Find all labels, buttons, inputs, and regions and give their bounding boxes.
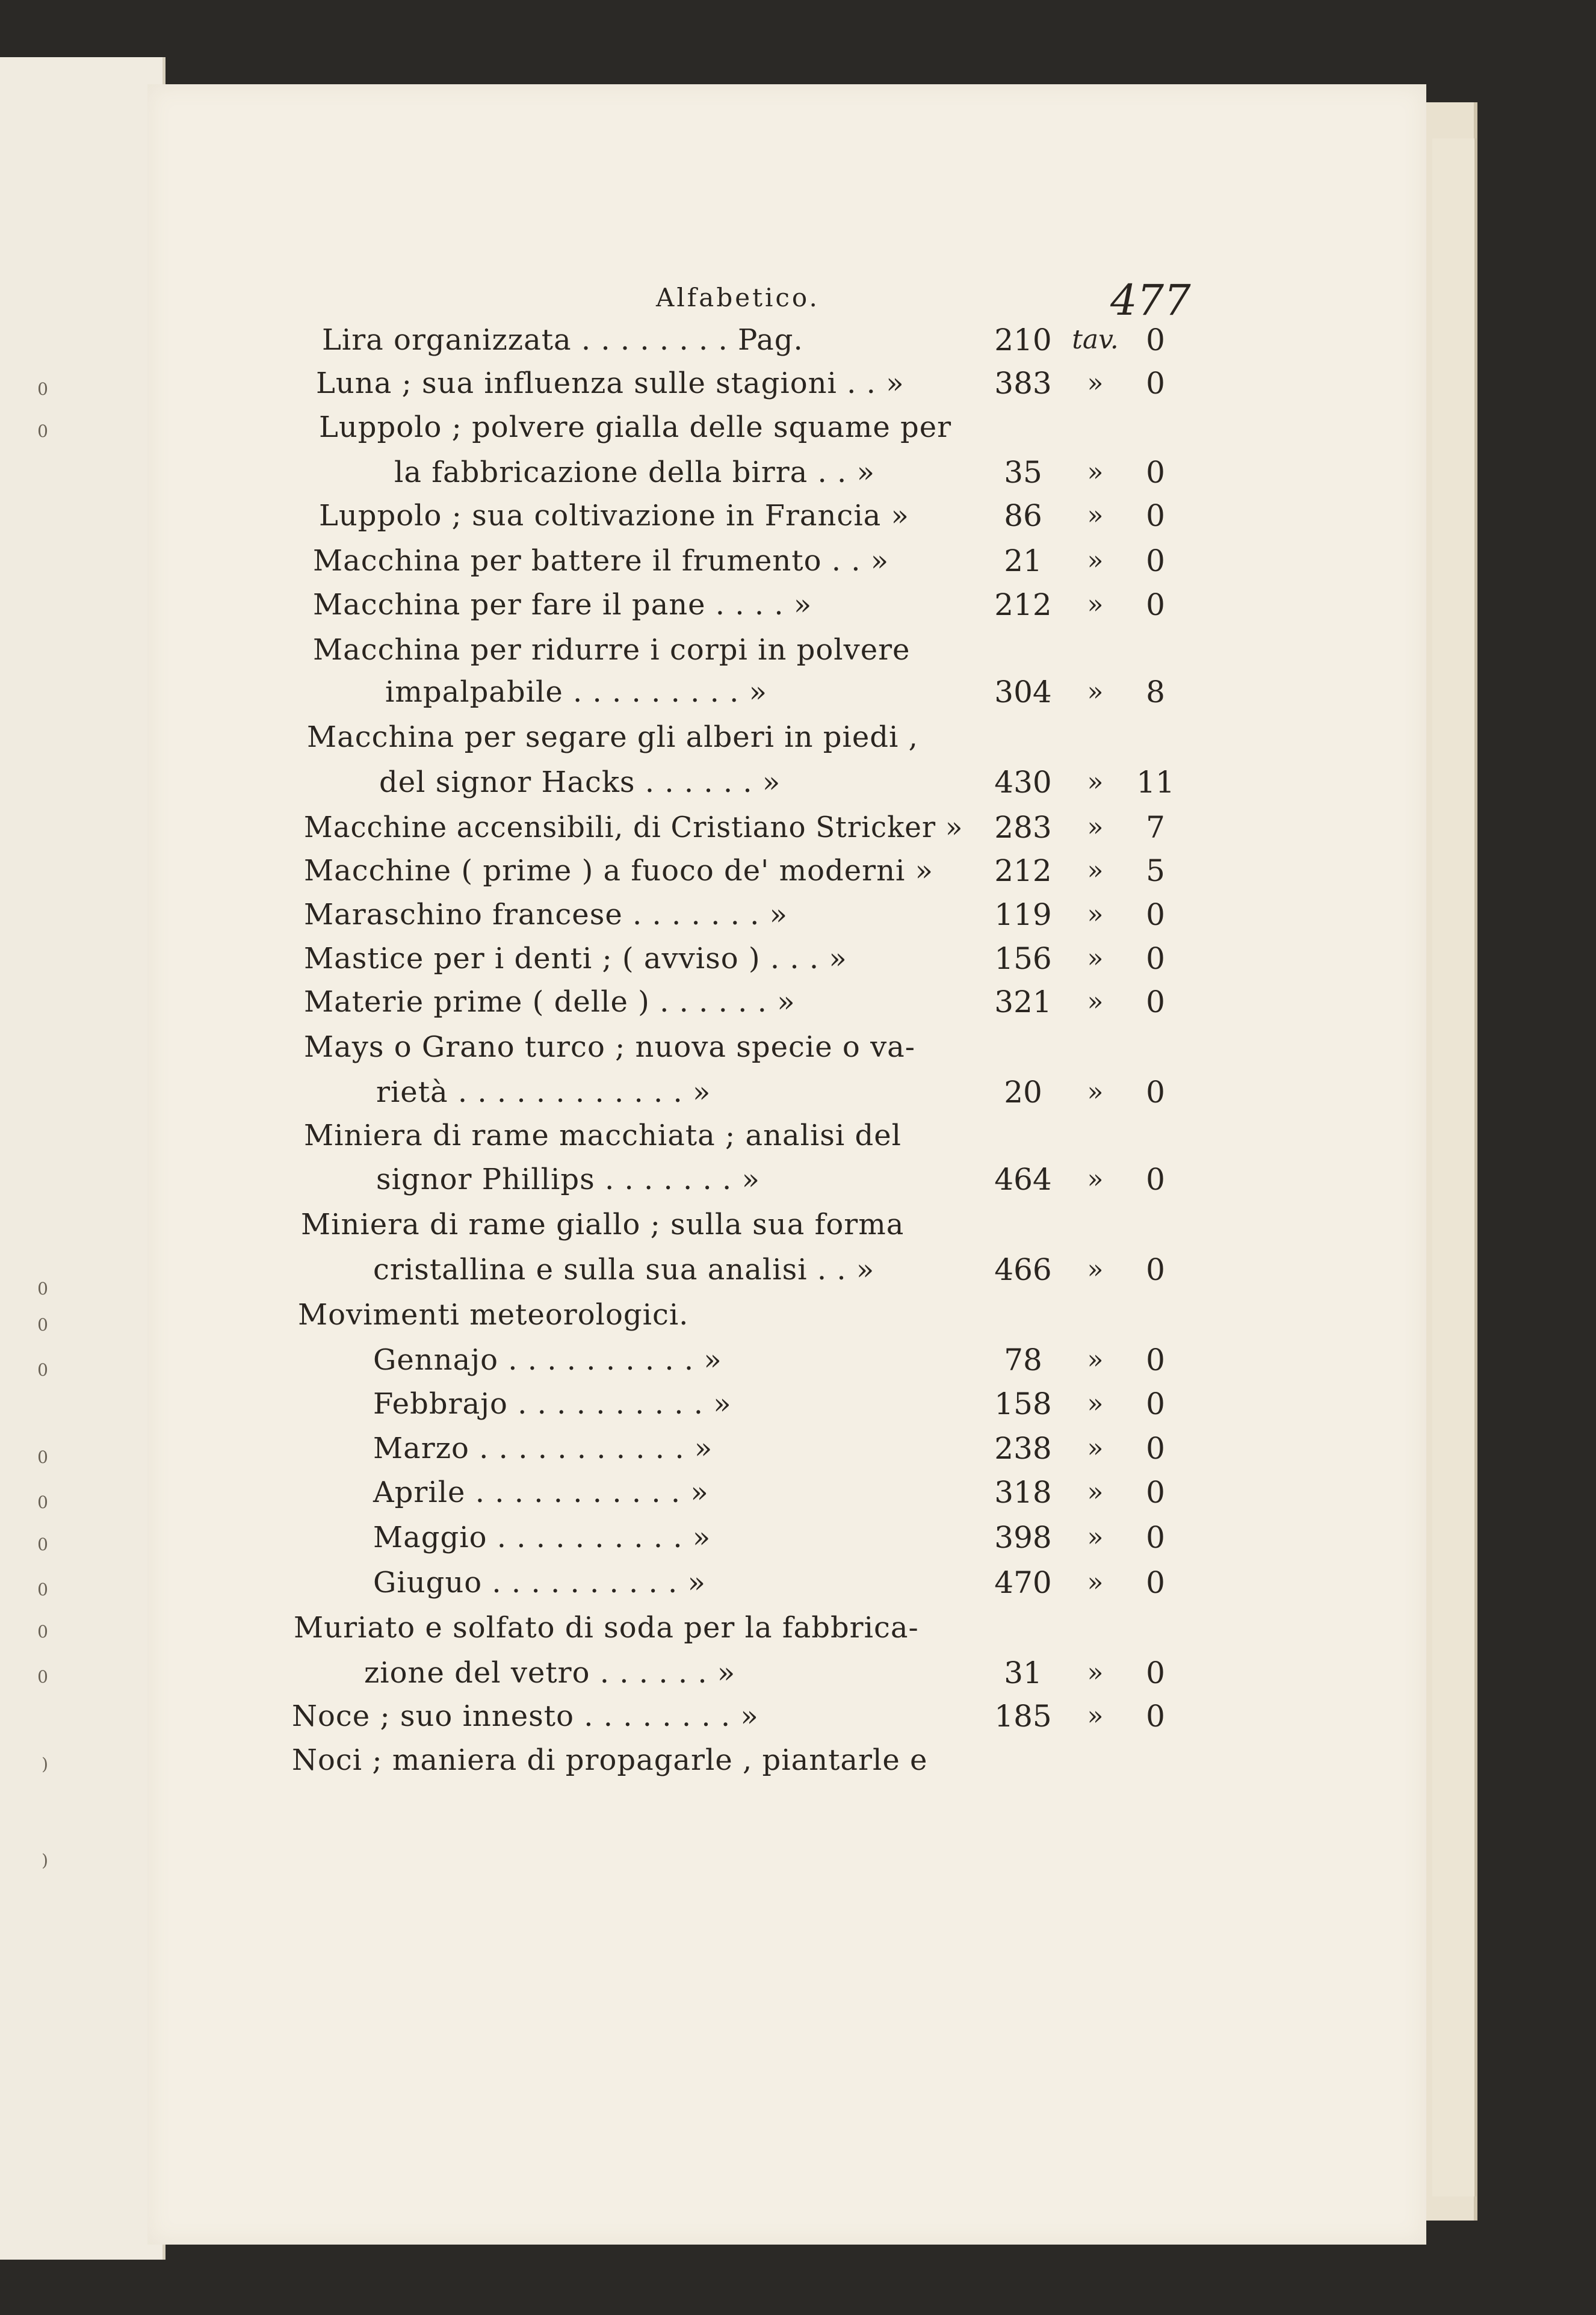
entry-plate-label: » [1087,1477,1104,1507]
entry-text: cristallina e sulla sua analisi . . » [373,1253,875,1287]
entry-page: 21 [1004,543,1042,578]
entry-plate-label: » [1087,1433,1104,1463]
entry-plate: 0 [1146,455,1165,490]
entry-page: 283 [994,810,1052,845]
index-entry [0,406,1596,448]
facing-page-mark: 0 [37,1315,48,1335]
index-entry [0,1471,1596,1513]
index-entry [0,540,1596,582]
facing-page-mark: 0 [37,1622,48,1642]
entry-plate: 0 [1146,1475,1165,1510]
index-entry [0,1339,1596,1381]
entry-plate: 0 [1146,366,1165,401]
entry-plate-label: » [1087,1344,1104,1375]
entry-page: 210 [994,323,1052,357]
entry-text: Macchina per fare il pane . . . . » [313,588,812,622]
entry-page: 466 [994,1252,1052,1287]
entry-text: Mays o Grano turco ; nuova specie o va- [304,1030,916,1064]
entry-plate-label: » [1087,1254,1104,1285]
entry-page: 430 [994,765,1052,800]
entry-plate-label: » [1087,368,1104,398]
entry-page: 304 [994,675,1052,709]
index-entry [0,1026,1596,1068]
entry-text: rietà . . . . . . . . . . . . » [376,1075,711,1109]
index-entry [0,806,1596,848]
facing-page-mark: 0 [37,1360,48,1380]
entry-plate: 8 [1146,675,1165,709]
index-entry [0,1158,1596,1201]
index-entry [0,495,1596,537]
entry-text: Aprile . . . . . . . . . . . » [373,1476,709,1509]
entry-plate: 0 [1146,543,1165,578]
entry-text: Materie prime ( delle ) . . . . . . » [304,985,796,1019]
entry-plate-label: » [1087,1567,1104,1598]
entry-plate: 0 [1146,1431,1165,1466]
entry-text: Giuguo . . . . . . . . . . » [373,1566,706,1599]
entry-plate-label: » [1087,986,1104,1017]
entry-plate-label: » [1087,1164,1104,1195]
entry-plate-label: tav. [1072,324,1119,355]
entry-plate: 0 [1146,1699,1165,1734]
entry-plate: 11 [1136,765,1175,800]
entry-plate: 0 [1146,1520,1165,1555]
index-entry [0,1427,1596,1470]
page-number: 477 [1110,276,1191,325]
entry-plate-label: » [1087,545,1104,576]
index-entry [0,761,1596,803]
facing-page-mark: 0 [37,1535,48,1554]
entry-text: Marzo . . . . . . . . . . . » [373,1432,713,1465]
entry-text: Febbrajo . . . . . . . . . . » [373,1387,732,1421]
facing-page-mark: 0 [37,1447,48,1467]
entry-text: Maraschino francese . . . . . . . » [304,898,788,932]
facing-page-mark: 0 [37,421,48,441]
entry-plate: 0 [1146,984,1165,1019]
facing-page-mark: 0 [37,1667,48,1687]
entry-page: 78 [1004,1343,1042,1377]
index-entry [0,1652,1596,1694]
entry-plate-label: » [1087,1388,1104,1419]
entry-text: Luppolo ; polvere gialla delle squame per [319,410,952,444]
entry-plate-label: » [1087,1522,1104,1553]
entry-page: 185 [994,1699,1052,1734]
entry-plate: 0 [1146,1565,1165,1600]
entry-text: la fabbricazione della birra . . » [394,456,875,489]
entry-plate-label: » [1087,812,1104,842]
entry-text: Noci ; maniera di propagarle , piantarle e [292,1743,928,1777]
entry-page: 318 [994,1475,1052,1510]
index-entry [0,981,1596,1023]
facing-page-mark: ) [42,1850,48,1870]
entry-text: zione del vetro . . . . . . » [364,1656,736,1690]
entry-plate-label: » [1087,500,1104,531]
entry-text: Movimenti meteorologici. [298,1298,689,1332]
entry-text: impalpabile . . . . . . . . . » [385,675,768,709]
index-entry [0,716,1596,758]
facing-page-mark: 0 [37,1492,48,1512]
entry-page: 86 [1004,498,1042,533]
entry-page: 464 [994,1162,1052,1197]
index-entry [0,671,1596,713]
entry-page: 158 [994,1386,1052,1421]
index-entry [0,319,1596,361]
index-entry [0,1204,1596,1246]
entry-plate-label: » [1087,767,1104,797]
index-entry [0,584,1596,626]
entry-plate-label: » [1087,943,1104,974]
entry-plate: 7 [1146,810,1165,845]
entry-plate: 0 [1146,897,1165,932]
facing-page-mark: ) [42,1754,48,1774]
entry-plate-label: » [1087,457,1104,487]
entry-page: 398 [994,1520,1052,1555]
entry-plate: 0 [1146,941,1165,976]
entry-text: Maggio . . . . . . . . . . » [373,1521,711,1554]
entry-text: Gennajo . . . . . . . . . . » [373,1343,722,1377]
facing-page-mark: 0 [37,1279,48,1299]
facing-page-mark: 0 [37,379,48,399]
entry-plate-label: » [1087,1077,1104,1107]
index-entry [0,894,1596,936]
entry-plate: 0 [1146,1252,1165,1287]
index-entry [0,1562,1596,1604]
entry-plate: 0 [1146,1075,1165,1110]
entry-page: 470 [994,1565,1052,1600]
entry-text: Luna ; sua influenza sulle stagioni . . » [316,366,905,400]
entry-page: 212 [994,853,1052,888]
entry-text: Macchine accensibili, di Cristiano Stricker » [304,811,963,844]
entry-plate: 0 [1146,1655,1165,1690]
entry-plate: 0 [1146,1343,1165,1377]
entry-text: Macchina per ridurre i corpi in polvere [313,633,911,667]
index-entry [0,629,1596,671]
index-entry [0,1516,1596,1559]
index-entry [0,1739,1596,1781]
entry-page: 383 [994,366,1052,401]
index-entry [0,1294,1596,1336]
entry-plate: 0 [1146,587,1165,622]
index-entry [0,1607,1596,1649]
entry-plate-label: » [1087,676,1104,707]
index-entry [0,1071,1596,1113]
index-entry [0,1383,1596,1425]
entry-page: 119 [994,897,1052,932]
entry-text: Macchina per segare gli alberi in piedi , [307,720,918,754]
entry-plate-label: » [1087,1701,1104,1731]
entry-page: 321 [994,984,1052,1019]
index-entry [0,1114,1596,1157]
index-entry [0,1249,1596,1291]
entry-plate: 0 [1146,1386,1165,1421]
entry-plate: 5 [1146,853,1165,888]
entry-page: 31 [1004,1655,1042,1690]
entry-plate-label: » [1087,589,1104,620]
running-header: Alfabetico. [656,283,820,312]
entry-text: Macchina per battere il frumento . . » [313,544,889,578]
entry-text: Luppolo ; sua coltivazione in Francia » [319,499,909,533]
index-entry [0,1695,1596,1737]
entry-text: Macchine ( prime ) a fuoco de' moderni » [304,854,934,888]
index-entry [0,850,1596,892]
entry-page: 20 [1004,1075,1042,1110]
index-entry [0,451,1596,493]
entry-text: Miniera di rame macchiata ; analisi del [304,1119,902,1152]
entry-plate: 0 [1146,323,1165,357]
entry-text: Muriato e solfato di soda per la fabbrica- [294,1611,919,1645]
entry-text: signor Phillips . . . . . . . » [376,1163,760,1196]
entry-text: Miniera di rame giallo ; sulla sua forma [301,1208,905,1241]
entry-plate-label: » [1087,899,1104,930]
facing-page-mark: 0 [37,1580,48,1599]
entry-plate-label: » [1087,1657,1104,1688]
entry-plate: 0 [1146,498,1165,533]
entry-text: Mastice per i denti ; ( avviso ) . . . » [304,942,847,975]
entry-page: 156 [994,941,1052,976]
entry-plate-label: » [1087,855,1104,886]
entry-page: 212 [994,587,1052,622]
entry-text: Lira organizzata . . . . . . . . Pag. [322,323,803,357]
index-entry [0,362,1596,404]
entry-page: 238 [994,1431,1052,1466]
entry-text: del signor Hacks . . . . . . » [379,765,781,799]
entry-page: 35 [1004,455,1042,490]
entry-text: Noce ; suo innesto . . . . . . . . » [292,1699,759,1733]
index-entry [0,938,1596,980]
entry-plate: 0 [1146,1162,1165,1197]
